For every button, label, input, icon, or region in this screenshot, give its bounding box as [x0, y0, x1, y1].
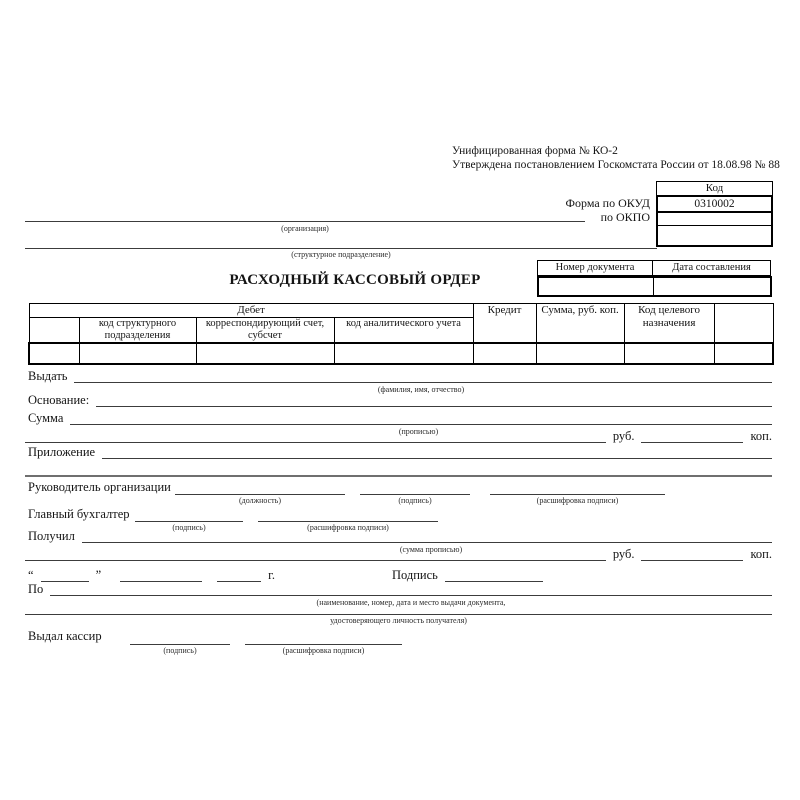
issue-row	[28, 370, 772, 383]
cashier-signature-blank	[130, 632, 230, 645]
amount-continuation-blank	[25, 430, 606, 443]
accountant-signature-blank	[135, 509, 243, 522]
rub-label: руб.	[612, 428, 635, 443]
table-cell-empty	[714, 343, 773, 364]
subdivision-blank	[25, 235, 657, 249]
code-box-header: Код	[656, 181, 773, 195]
amount-rub-kop-row	[25, 428, 772, 443]
year-blank	[217, 569, 261, 582]
rub-blank	[641, 430, 743, 443]
head-signature-caption: (подпись)	[398, 496, 432, 505]
accounting-table	[28, 303, 774, 365]
okpo-value-cell	[658, 213, 771, 226]
basis-blank	[96, 393, 772, 407]
accountant-signature-caption: (подпись)	[172, 523, 206, 532]
credit-header-cell: Кредит	[473, 304, 536, 344]
subdivision-code-header-cell: код структурного подразделения	[79, 318, 196, 344]
year-suffix-label: г.	[268, 567, 275, 582]
received-blank	[82, 530, 772, 543]
date-signature-row	[28, 567, 548, 582]
okpo-label: по ОКПО	[600, 210, 650, 224]
doc-meta-table	[537, 260, 772, 297]
head-signature-blank	[360, 482, 470, 495]
accountant-name-caption: (расшифровка подписи)	[307, 523, 389, 532]
doc-date-cell	[654, 278, 770, 295]
basis-row	[28, 394, 772, 407]
sum-header-cell: Сумма, руб. коп.	[536, 304, 624, 344]
head-name-caption: (расшифровка подписи)	[536, 496, 619, 505]
approval-line: Утверждена постановлением Госкомстата России от 18.08.98 № 88	[452, 158, 780, 171]
received-kop-label: коп.	[750, 546, 772, 561]
organization-caption: (организация)	[281, 224, 329, 233]
okud-value-cell: 0310002	[658, 197, 771, 213]
received-rub-blank	[641, 548, 743, 561]
received-rub-label: руб.	[612, 546, 635, 561]
doc-number-header: Номер документа	[537, 260, 653, 276]
form-code-line: Унифицированная форма № КО-2	[452, 145, 618, 157]
cashier-label: Выдал кассир	[28, 629, 102, 643]
open-quote: “	[28, 567, 34, 582]
received-continuation-blank	[25, 548, 606, 561]
attachment-blank	[102, 445, 772, 459]
doc-number-cell	[539, 278, 654, 295]
received-label: Получил	[28, 528, 75, 543]
identity-doc-blank-2	[25, 598, 772, 615]
code-box-values	[656, 195, 773, 247]
accountant-name-blank	[258, 509, 438, 522]
code-box-extra-cell	[658, 226, 771, 245]
okud-label: Форма по ОКУД	[565, 196, 650, 210]
received-rub-kop-row	[25, 546, 772, 561]
kop-label: коп.	[750, 428, 772, 443]
amount-row	[28, 412, 772, 425]
issue-blank	[74, 369, 772, 383]
table-cell-empty	[79, 343, 196, 364]
attachment-row	[28, 446, 772, 459]
by-label: По	[28, 581, 44, 596]
day-blank	[41, 569, 89, 582]
signature-label: Подпись	[391, 567, 438, 582]
table-cell-empty	[334, 343, 473, 364]
close-quote: ”	[95, 567, 102, 582]
debit-header-cell: Дебет	[29, 304, 473, 318]
issue-caption: (фамилия, имя, отчество)	[377, 385, 465, 394]
head-position-caption: (должность)	[239, 496, 281, 505]
head-label: Руководитель организации	[28, 480, 171, 494]
table-cell-empty	[536, 343, 624, 364]
code-box	[656, 181, 773, 247]
purpose-header-cell: Код целевого назначения	[624, 304, 714, 344]
amount-caption: (прописью)	[398, 427, 439, 436]
amount-label: Сумма	[28, 410, 64, 425]
analytic-code-header-cell: код аналитического учета	[334, 318, 473, 344]
corresponding-account-header-cell: корреспондирующий счет, субсчет	[196, 318, 334, 344]
issue-label: Выдать	[28, 368, 68, 383]
organization-blank	[25, 208, 585, 222]
cashier-name-caption: (расшифровка подписи)	[282, 646, 365, 655]
table-cell-empty	[473, 343, 536, 364]
identity-doc-caption-2: удостоверяющего личность получателя)	[330, 616, 467, 625]
form-header	[452, 145, 782, 172]
amount-blank	[70, 411, 772, 425]
cashier-name-blank	[245, 632, 402, 645]
attachment-label: Приложение	[28, 444, 96, 459]
subdivision-caption: (структурное подразделение)	[291, 250, 391, 259]
identity-doc-caption-1: (наименование, номер, дата и место выдачи документа,	[316, 598, 506, 607]
table-cell-empty	[29, 343, 79, 364]
accountant-label: Главный бухгалтер	[28, 507, 130, 521]
month-blank	[120, 569, 202, 582]
basis-label: Основание:	[28, 392, 90, 407]
received-row	[28, 528, 772, 543]
head-position-blank	[175, 482, 345, 495]
table-cell-empty	[196, 343, 334, 364]
identity-doc-blank	[50, 583, 772, 596]
received-caption: (сумма прописью)	[399, 545, 463, 554]
head-name-blank	[490, 482, 665, 495]
signature-blank	[445, 569, 543, 582]
table-cell-empty	[624, 343, 714, 364]
cashier-signature-caption: (подпись)	[163, 646, 197, 655]
page-title: РАСХОДНЫЙ КАССОВЫЙ ОРДЕР	[229, 272, 481, 288]
section-divider	[25, 475, 772, 477]
narrow-header-cell	[29, 318, 79, 344]
doc-date-header: Дата составления	[653, 260, 771, 276]
spare-header-cell	[714, 304, 773, 344]
identity-doc-row	[28, 581, 772, 596]
